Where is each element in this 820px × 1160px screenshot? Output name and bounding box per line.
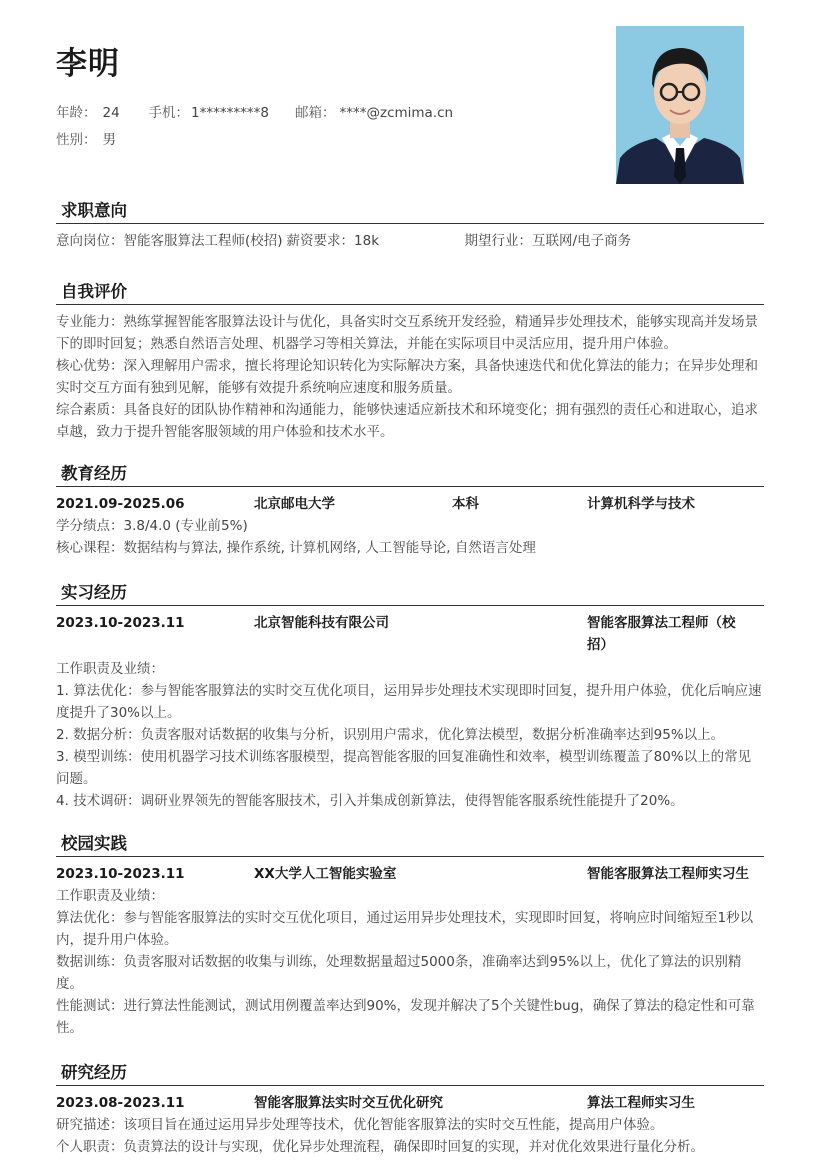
age-value: 24 [102, 105, 120, 121]
section-title: 教育经历 [56, 461, 764, 487]
internship-item: 1. 算法优化：参与智能客服算法的实时交互优化项目，运用异步处理技术实现即时回复，提升用户体验，优化后响应速度提升了30%以上。 [56, 683, 762, 721]
contact-line [56, 101, 453, 121]
profile-photo [616, 26, 744, 184]
internship-role: 智能客服算法工程师（校招） [587, 615, 736, 653]
phone-value: 1*********8 [191, 105, 269, 121]
campus-item: 算法优化：参与智能客服算法的实时交互优化项目，通过运用异步处理技术，实现即时回复，将响应时间缩短至1秒以内，提升用户体验。 [56, 910, 754, 948]
education-period: 2021.09-2025.06 [56, 496, 185, 512]
education-major: 计算机科学与技术 [587, 496, 695, 512]
research-period: 2023.08-2023.11 [56, 1095, 185, 1111]
education-degree: 本科 [452, 496, 479, 512]
section-title: 校园实践 [56, 831, 764, 857]
section-title: 研究经历 [56, 1060, 764, 1086]
campus-org: XX大学人工智能实验室 [254, 866, 397, 882]
internship-row [56, 612, 764, 656]
campus-period: 2023.10-2023.11 [56, 866, 185, 882]
gender-line [56, 128, 116, 148]
intent-industry: 期望行业：互联网/电子商务 [464, 233, 632, 249]
education-gpa: 学分绩点：3.8/4.0 (专业前5%) [56, 518, 248, 534]
section-education [56, 461, 764, 559]
self-eval-line: 专业能力：熟练掌握智能客服算法设计与优化，具备实时交互系统开发经验，精通异步处理技术，能够实现高并发场景下的即时回复；熟悉自然语言处理、机器学习等相关算法，并能在实际项目中灵活应用，提升用户体验。 [56, 314, 758, 352]
section-title: 实习经历 [56, 580, 764, 606]
candidate-name: 李明 [56, 46, 120, 82]
gender-value: 男 [102, 132, 116, 148]
internship-item: 2. 数据分析：负责客服对话数据的收集与分析，识别用户需求，优化算法模型，数据分析准确率达到95%以上。 [56, 727, 725, 743]
education-school: 北京邮电大学 [254, 496, 335, 512]
section-title: 求职意向 [56, 198, 764, 224]
internship-period: 2023.10-2023.11 [56, 615, 185, 631]
research-row [56, 1092, 764, 1114]
email-label: 邮箱： [295, 105, 336, 121]
section-campus [56, 831, 764, 1039]
research-duty: 个人职责：负责算法的设计与实现，优化异步处理流程，确保即时回复的实现，并对优化效果进行量化分析。 [56, 1139, 704, 1155]
section-research [56, 1060, 764, 1158]
campus-item: 数据训练：负责客服对话数据的收集与训练，处理数据量超过5000条，准确率达到95%以上，优化了算法的识别精度。 [56, 954, 742, 992]
internship-duty-label: 工作职责及业绩： [56, 661, 164, 677]
internship-item: 4. 技术调研：调研业界领先的智能客服技术，引入并集成创新算法，使得智能客服系统性能提升了20%。 [56, 793, 684, 809]
research-desc: 研究描述：该项目旨在通过运用异步处理等技术，优化智能客服算法的实时交互性能，提高用户体验。 [56, 1117, 664, 1133]
campus-role: 智能客服算法工程师实习生 [587, 866, 749, 882]
self-eval-line: 综合素质：具备良好的团队协作精神和沟通能力，能够快速适应新技术和环境变化；拥有强烈的责任心和进取心，追求卓越，致力于提升智能客服领域的用户体验和技术水平。 [56, 402, 758, 440]
campus-duty-label: 工作职责及业绩： [56, 888, 164, 904]
section-job-intent [56, 198, 764, 252]
section-internship [56, 580, 764, 812]
research-role: 算法工程师实习生 [587, 1095, 695, 1111]
education-courses: 核心课程：数据结构与算法, 操作系统, 计算机网络, 人工智能导论, 自然语言处理 [56, 540, 536, 556]
research-project: 智能客服算法实时交互优化研究 [254, 1095, 443, 1111]
education-row [56, 493, 764, 515]
age-label: 年龄： [56, 105, 97, 121]
intent-position: 意向岗位：智能客服算法工程师(校招) [56, 233, 283, 249]
section-self-evaluation [56, 279, 764, 443]
section-title: 自我评价 [56, 279, 764, 305]
self-eval-line: 核心优势：深入理解用户需求，擅长将理论知识转化为实际解决方案，具备快速迭代和优化算法的能力；在异步处理和实时交互方面有独到见解，能够有效提升系统响应速度和服务质量。 [56, 358, 758, 396]
email-value: ****@zcmima.cn [339, 105, 454, 121]
internship-item: 3. 模型训练：使用机器学习技术训练客服模型，提高智能客服的回复准确性和效率，模型训练覆盖了80%以上的常见问题。 [56, 749, 752, 787]
intent-salary: 薪资要求：18k [286, 233, 380, 249]
gender-label: 性别： [56, 132, 97, 148]
internship-company: 北京智能科技有限公司 [254, 615, 389, 631]
campus-item: 性能测试：进行算法性能测试，测试用例覆盖率达到90%，发现并解决了5个关键性bug，确保了算法的稳定性和可靠性。 [56, 998, 755, 1036]
phone-label: 手机： [148, 105, 189, 121]
campus-row [56, 863, 764, 885]
